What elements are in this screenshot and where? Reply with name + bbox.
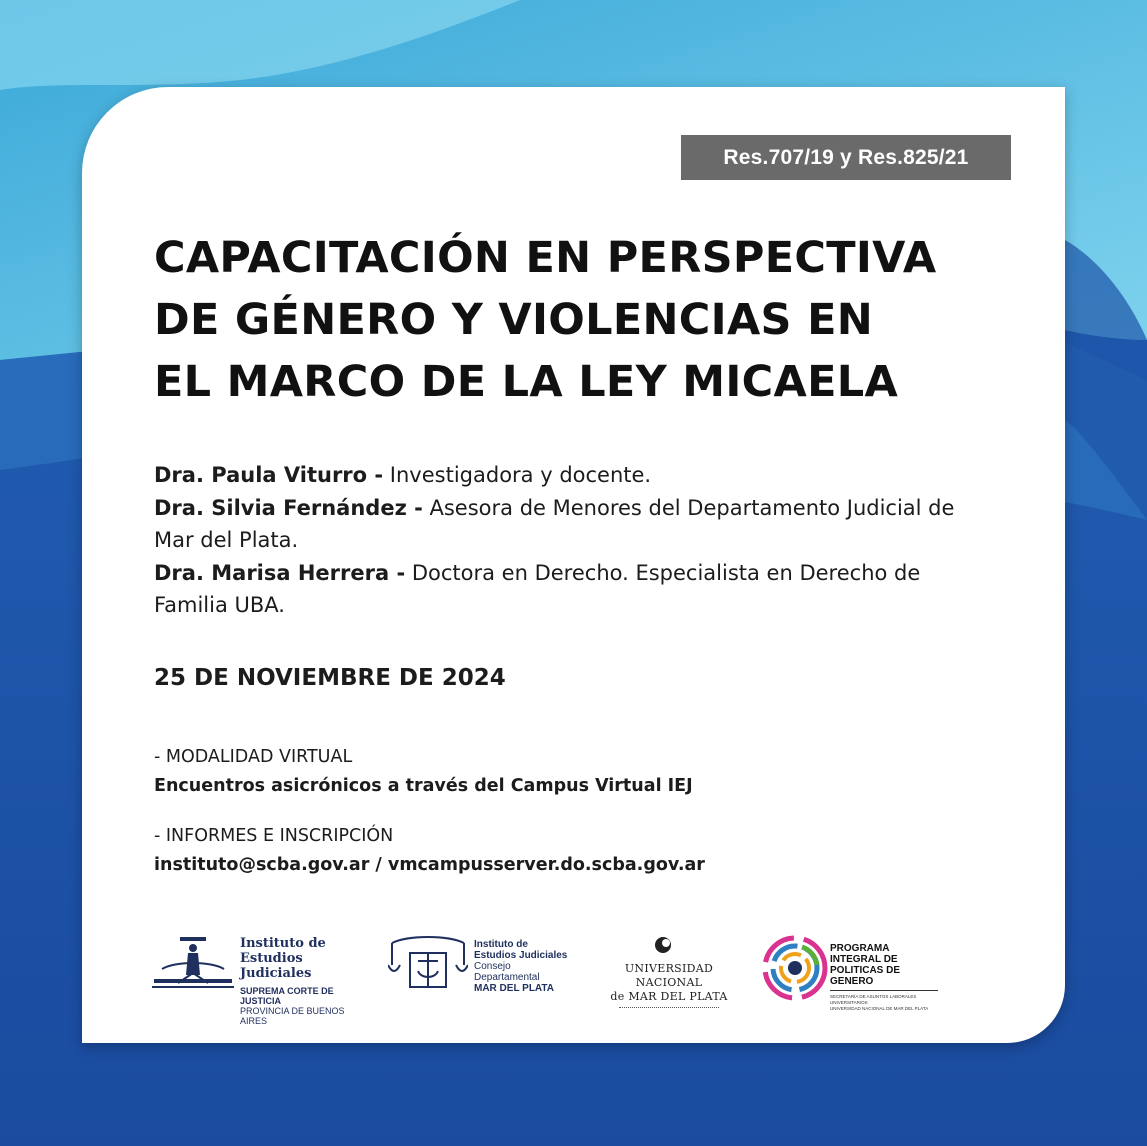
unmdp-logo (594, 935, 744, 1005)
speaker-role: Doctora en Derecho. Especialista en Derecho de Familia UBA. (154, 560, 921, 617)
logos-row (150, 935, 950, 1026)
title-line: EL MARCO DE LA LEY MICAELA (154, 357, 899, 407)
event-date: 25 DE NOVIEMBRE DE 2024 (154, 665, 506, 691)
modality-heading: - MODALIDAD VIRTUAL (154, 747, 353, 767)
modality-detail: Encuentros asicrónicos a través del Campus Virtual IEJ (154, 776, 693, 796)
speaker-item (154, 492, 994, 557)
unmdp-emblem-icon (594, 935, 744, 957)
speaker-name: Dra. Marisa Herrera - (154, 560, 406, 585)
gender-program-swirl-icon (762, 935, 828, 1001)
iej-line4: PROVINCIA DE BUENOS AIRES (240, 1006, 345, 1026)
unmdp-logo-text (594, 962, 744, 1008)
iej-line3: SUPREMA CORTE DE JUSTICIA (240, 986, 334, 1006)
course-title (154, 227, 1034, 413)
pipg-logo (762, 935, 942, 1011)
pipg-line3: SECRETARÍA DE ASUNTOS LABORALES UNIVERSITARIOS (830, 994, 917, 1005)
announcement-card (82, 87, 1065, 1043)
iej-line2: Estudios Judiciales (240, 951, 312, 981)
contact-section (154, 822, 705, 880)
speaker-name: Dra. Silvia Fernández - (154, 495, 423, 520)
contact-heading: - INFORMES E INSCRIPCIÓN (154, 826, 394, 846)
contact-detail: instituto@scba.gov.ar / vmcampusserver.do.scba.gov.ar (154, 855, 705, 875)
consejo-logo (388, 935, 578, 1001)
justice-statue-icon (150, 935, 236, 995)
title-line: CAPACITACIÓN EN PERSPECTIVA (154, 233, 937, 283)
speaker-role: Investigadora y docente. (383, 463, 652, 487)
speaker-item (154, 459, 994, 492)
consejo-line1: Instituto de (474, 939, 528, 950)
pipg-line4: UNIVERSIDAD NACIONAL DE MAR DEL PLATA (830, 1006, 929, 1011)
pipg-line1: PROGRAMA INTEGRAL DE (830, 943, 898, 965)
unmdp-line2: de MAR DEL PLATA (610, 990, 728, 1003)
iej-line1: Instituto de (240, 936, 326, 951)
pipg-divider (830, 990, 938, 991)
pipg-logo-text (830, 943, 942, 1012)
resolution-badge: Res.707/19 y Res.825/21 (681, 135, 1011, 180)
unmdp-divider (619, 1007, 719, 1008)
iej-logo (150, 935, 370, 1026)
speaker-name: Dra. Paula Viturro - (154, 463, 384, 487)
title-line: DE GÉNERO Y VIOLENCIAS EN (154, 295, 874, 345)
consejo-line4: MAR DEL PLATA (474, 983, 554, 994)
speaker-item (154, 557, 994, 622)
modality-section (154, 743, 693, 801)
consejo-line3: Consejo Departamental (474, 961, 540, 983)
pipg-line2: POLITICAS DE GENERO (830, 965, 901, 987)
scales-icon (388, 935, 468, 995)
iej-logo-text (240, 937, 370, 1026)
consejo-line2: Estudios Judiciales (474, 950, 568, 961)
consejo-logo-text (474, 939, 578, 995)
unmdp-line1: UNIVERSIDAD NACIONAL (624, 962, 714, 989)
speakers-list (154, 459, 994, 622)
speaker-role: Asesora de Menores del Departamento Judicial de Mar del Plata. (154, 495, 955, 552)
